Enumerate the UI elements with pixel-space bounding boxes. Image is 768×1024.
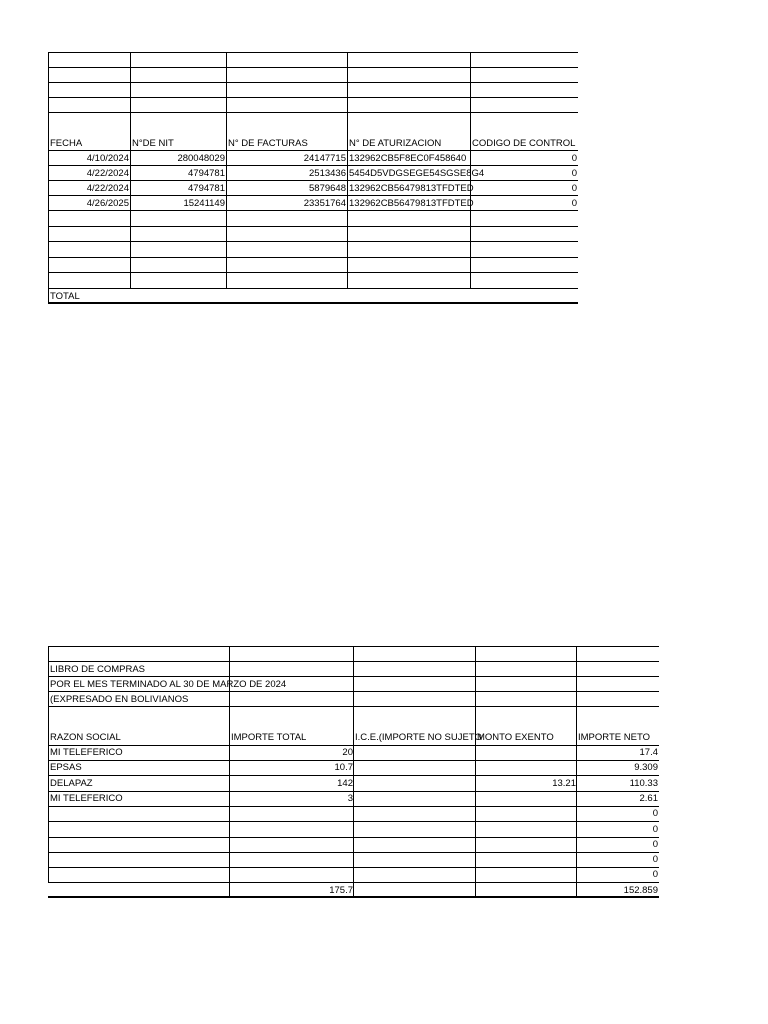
cell-monto-exento xyxy=(476,822,577,837)
report-subtitle: POR EL MES TERMINADO AL 30 DE MARZO DE 2024 xyxy=(50,679,287,690)
cell-importe-neto: 0 xyxy=(652,869,658,880)
table-row xyxy=(48,791,659,806)
cell-nit: 280048029 xyxy=(177,153,225,164)
cell-importe-total xyxy=(230,867,354,882)
cell-monto-exento xyxy=(476,867,577,882)
grid-line xyxy=(48,52,578,53)
cell-fecha: 4/10/2024 xyxy=(86,153,129,164)
header-autorizacion: N° DE ATURIZACION xyxy=(349,138,442,149)
cell-ice xyxy=(354,776,476,791)
cell-ice xyxy=(354,806,476,821)
report-title: LIBRO DE COMPRAS xyxy=(50,664,146,675)
cell-importe-total xyxy=(230,806,354,821)
header-razon-social: RAZON SOCIAL xyxy=(50,732,121,743)
cell-ice xyxy=(354,791,476,806)
cell-nit: 15241149 xyxy=(183,198,225,209)
cell-autorizacion: 132962CB5F8EC0F458640 xyxy=(349,153,467,164)
cell-codigo-control: 0 xyxy=(571,168,577,179)
cell-nit: 4794781 xyxy=(188,183,225,194)
header-ice: I.C.E.(IMPORTE NO SUJETO xyxy=(355,732,482,743)
cell-monto-exento xyxy=(476,791,577,806)
cell-autorizacion: 5454D5VDGSEGE54SGSE8G4 xyxy=(349,168,485,179)
cell-factura: 5879648 xyxy=(309,183,346,194)
cell-factura: 23351764 xyxy=(303,198,346,209)
header-nit: N°DE NIT xyxy=(132,138,174,149)
table-row xyxy=(48,181,578,196)
cell-razon-social xyxy=(49,837,229,852)
cell-importe-neto: 0 xyxy=(652,839,658,850)
grid-line xyxy=(48,272,578,273)
cell-importe-total: 3 xyxy=(347,793,353,804)
total-row xyxy=(48,289,578,304)
total-importe-neto: 152.859 xyxy=(623,885,658,896)
cell-factura: 2513436 xyxy=(309,168,346,179)
cell-razon-social: DELAPAZ xyxy=(50,778,93,789)
cell-monto-exento xyxy=(476,837,577,852)
cell-ice xyxy=(354,837,476,852)
header-codigo-control: CODIGO DE CONTROL xyxy=(472,138,576,149)
grid-line xyxy=(48,112,578,113)
cell-ice xyxy=(354,745,476,760)
cell-importe-neto: 0 xyxy=(652,824,658,835)
table-row xyxy=(48,760,659,775)
cell-importe-total: 10.7 xyxy=(334,762,353,773)
cell-importe-neto: 2.61 xyxy=(639,793,658,804)
cell-importe-neto: 110.33 xyxy=(629,778,658,789)
cell-nit: 4794781 xyxy=(188,168,225,179)
table-row xyxy=(48,196,578,211)
total-label xyxy=(49,883,229,898)
header-fecha: FECHA xyxy=(50,138,83,149)
header-importe-total: IMPORTE TOTAL xyxy=(231,732,307,743)
table-row xyxy=(48,852,659,867)
cell-monto-exento xyxy=(476,806,577,821)
cell-ice xyxy=(354,867,476,882)
cell-monto-exento xyxy=(476,852,577,867)
grid-line xyxy=(48,97,578,98)
cell-razon-social xyxy=(49,806,229,821)
grid-line xyxy=(48,241,578,242)
table-row xyxy=(48,822,659,837)
table-row xyxy=(48,776,659,791)
cell-importe-total: 20 xyxy=(342,747,353,758)
cell-autorizacion: 132962CB56479813TFDTED xyxy=(349,183,474,194)
table-row xyxy=(48,867,659,882)
total-ice xyxy=(354,883,476,898)
cell-monto-exento xyxy=(476,745,577,760)
header-row xyxy=(48,730,659,745)
header-facturas: N° DE FACTURAS xyxy=(228,138,308,149)
table-row xyxy=(48,837,659,852)
header-importe-neto: IMPORTE NETO xyxy=(578,732,650,743)
cell-importe-total: 142 xyxy=(337,778,353,789)
cell-razon-social: MI TELEFERICO xyxy=(50,793,123,804)
cell-factura: 24147715 xyxy=(303,153,346,164)
cell-importe-total xyxy=(230,852,354,867)
total-row xyxy=(48,883,659,898)
cell-fecha: 4/22/2024 xyxy=(86,183,129,194)
cell-razon-social xyxy=(49,852,229,867)
cell-importe-neto: 17.4 xyxy=(639,747,658,758)
table-row xyxy=(48,745,659,760)
cell-ice xyxy=(354,852,476,867)
cell-ice xyxy=(354,822,476,837)
purchase-book-table xyxy=(48,646,659,900)
cell-ice xyxy=(354,760,476,775)
cell-codigo-control: 0 xyxy=(571,198,577,209)
cell-razon-social xyxy=(49,822,229,837)
cell-fecha: 4/26/2025 xyxy=(86,198,129,209)
cell-razon-social xyxy=(49,867,229,882)
table-row xyxy=(48,151,578,166)
cell-razon-social: MI TELEFERICO xyxy=(50,747,123,758)
cell-importe-neto: 9.309 xyxy=(634,762,658,773)
header-row xyxy=(48,136,578,151)
invoice-table xyxy=(48,52,578,305)
total-monto-exento xyxy=(476,883,577,898)
cell-codigo-control: 0 xyxy=(571,183,577,194)
total-importe-total: 175.7 xyxy=(329,885,353,896)
grid-line xyxy=(48,257,578,258)
cell-autorizacion: 132962CB56479813TFDTED xyxy=(349,198,474,209)
report-currency-note: (EXPRESADO EN BOLIVIANOS xyxy=(50,694,189,705)
grid-line xyxy=(48,226,578,227)
cell-importe-neto: 0 xyxy=(652,808,658,819)
table-row xyxy=(48,806,659,821)
cell-importe-total xyxy=(230,837,354,852)
grid-line xyxy=(48,82,578,83)
cell-razon-social: EPSAS xyxy=(50,762,82,773)
cell-monto-exento xyxy=(476,760,577,775)
grid-line xyxy=(48,67,578,68)
cell-monto-exento: 13.21 xyxy=(552,778,576,789)
total-label: TOTAL xyxy=(50,291,80,302)
cell-codigo-control: 0 xyxy=(571,153,577,164)
cell-fecha: 4/22/2024 xyxy=(86,168,129,179)
cell-importe-total xyxy=(230,822,354,837)
cell-importe-neto: 0 xyxy=(652,854,658,865)
header-monto-exento: MONTO EXENTO xyxy=(477,732,554,743)
table-row xyxy=(48,166,578,181)
